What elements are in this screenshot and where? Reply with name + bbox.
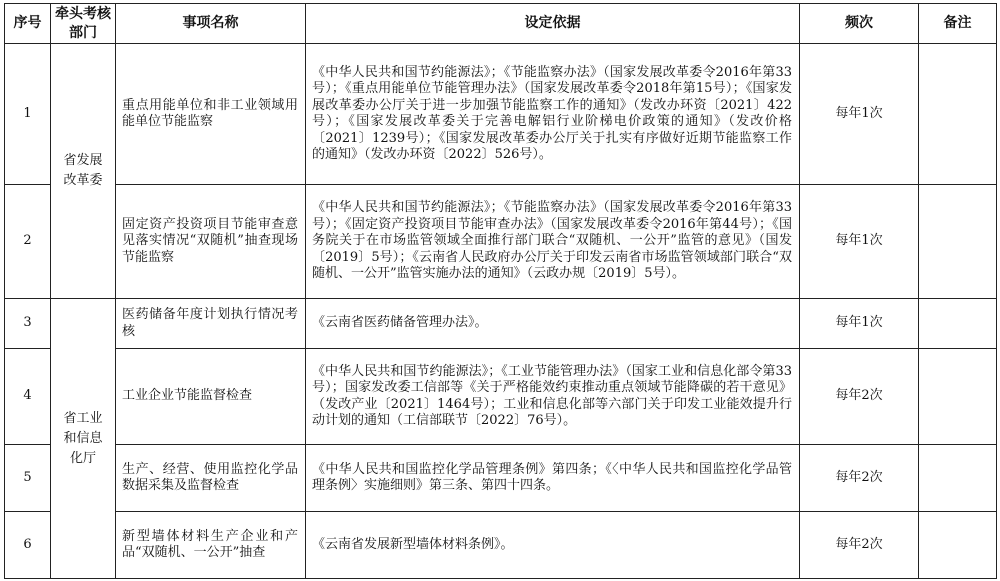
row-item: 生产、经营、使用监控化学品数据采集及监督检查 bbox=[116, 445, 306, 512]
table-row bbox=[5, 349, 997, 445]
row-freq: 每年2次 bbox=[800, 349, 919, 445]
row-basis: 《中华人民共和国节约能源法》；《工业节能管理办法》（国家工业和信息化部令第33号）；国家发改委工信部等《关于严格能效约束推动重点领域节能降碳的若干意见》（发改产业〔2021〕1464号）；工业和信息化部等六部门关于印发工业能效提升行动计划的通知（工信部联节〔2022〕76号）。 bbox=[306, 349, 800, 445]
row-remark bbox=[919, 349, 997, 445]
row-item: 重点用能单位和非工业领域用能单位节能监察 bbox=[116, 44, 306, 185]
row-remark bbox=[919, 185, 997, 299]
row-remark bbox=[919, 445, 997, 512]
row-freq: 每年1次 bbox=[800, 299, 919, 349]
row-seq: 1 bbox=[5, 44, 51, 185]
dept-cell: 省发展改革委 bbox=[51, 44, 116, 299]
row-basis: 《中华人民共和国节约能源法》；《节能监察办法》（国家发展改革委令2016年第33号）；《重点用能单位节能管理办法》（国家发展改革委令2018年第15号）；《国家发展改革委办公厅关于进一步加强节能监察工作的通知》（发改办环资〔2021〕422号）；《国家发展改革委关于完善电解铝行业阶梯电价政策的通知》（发改价格〔2021〕1239号）；《国家发展改革委办公厅关于扎实有序做好近期节能监察工作的通知》（发改办环资〔2022〕526号）。 bbox=[306, 44, 800, 185]
regulation-table bbox=[4, 3, 997, 579]
row-seq: 6 bbox=[5, 512, 51, 579]
row-item: 工业企业节能监督检查 bbox=[116, 349, 306, 445]
header-seq: 序号 bbox=[5, 4, 51, 44]
row-item: 固定资产投资项目节能审查意见落实情况“双随机”抽查现场节能监察 bbox=[116, 185, 306, 299]
table-row bbox=[5, 445, 997, 512]
row-seq: 4 bbox=[5, 349, 51, 445]
table-row bbox=[5, 185, 997, 299]
row-freq: 每年2次 bbox=[800, 512, 919, 579]
row-remark bbox=[919, 44, 997, 185]
row-seq: 2 bbox=[5, 185, 51, 299]
header-remark: 备注 bbox=[919, 4, 997, 44]
row-seq: 5 bbox=[5, 445, 51, 512]
row-item: 医药储备年度计划执行情况考核 bbox=[116, 299, 306, 349]
row-remark bbox=[919, 512, 997, 579]
header-row bbox=[5, 4, 997, 44]
header-item: 事项名称 bbox=[116, 4, 306, 44]
row-remark bbox=[919, 299, 997, 349]
row-basis: 《中华人民共和国节约能源法》；《节能监察办法》（国家发展改革委令2016年第33号）；《固定资产投资项目节能审查办法》（国家发展改革委令2016年第44号）；《国务院关于在市场监管领域全面推行部门联合“双随机、一公开”监管的意见》（国发〔2019〕5号）；《云南省人民政府办公厅关于印发云南省市场监管领域部门联合“双随机、一公开”监管实施办法的通知》（云政办规〔2019〕5号）。 bbox=[306, 185, 800, 299]
table-row bbox=[5, 44, 997, 185]
header-basis: 设定依据 bbox=[306, 4, 800, 44]
row-freq: 每年2次 bbox=[800, 445, 919, 512]
row-seq: 3 bbox=[5, 299, 51, 349]
row-basis: 《云南省医药储备管理办法》。 bbox=[306, 299, 800, 349]
header-dept: 牵头考核部门 bbox=[51, 4, 116, 44]
dept-cell: 省工业和信息化厅 bbox=[51, 299, 116, 579]
row-basis: 《中华人民共和国监控化学品管理条例》第四条；《〈中华人民共和国监控化学品管理条例〉实施细则》第三条、第四十四条。 bbox=[306, 445, 800, 512]
row-freq: 每年1次 bbox=[800, 44, 919, 185]
table-row bbox=[5, 512, 997, 579]
row-freq: 每年1次 bbox=[800, 185, 919, 299]
header-freq: 频次 bbox=[800, 4, 919, 44]
table-row bbox=[5, 299, 997, 349]
row-item: 新型墙体材料生产企业和产品“双随机、一公开”抽查 bbox=[116, 512, 306, 579]
row-basis: 《云南省发展新型墙体材料条例》。 bbox=[306, 512, 800, 579]
